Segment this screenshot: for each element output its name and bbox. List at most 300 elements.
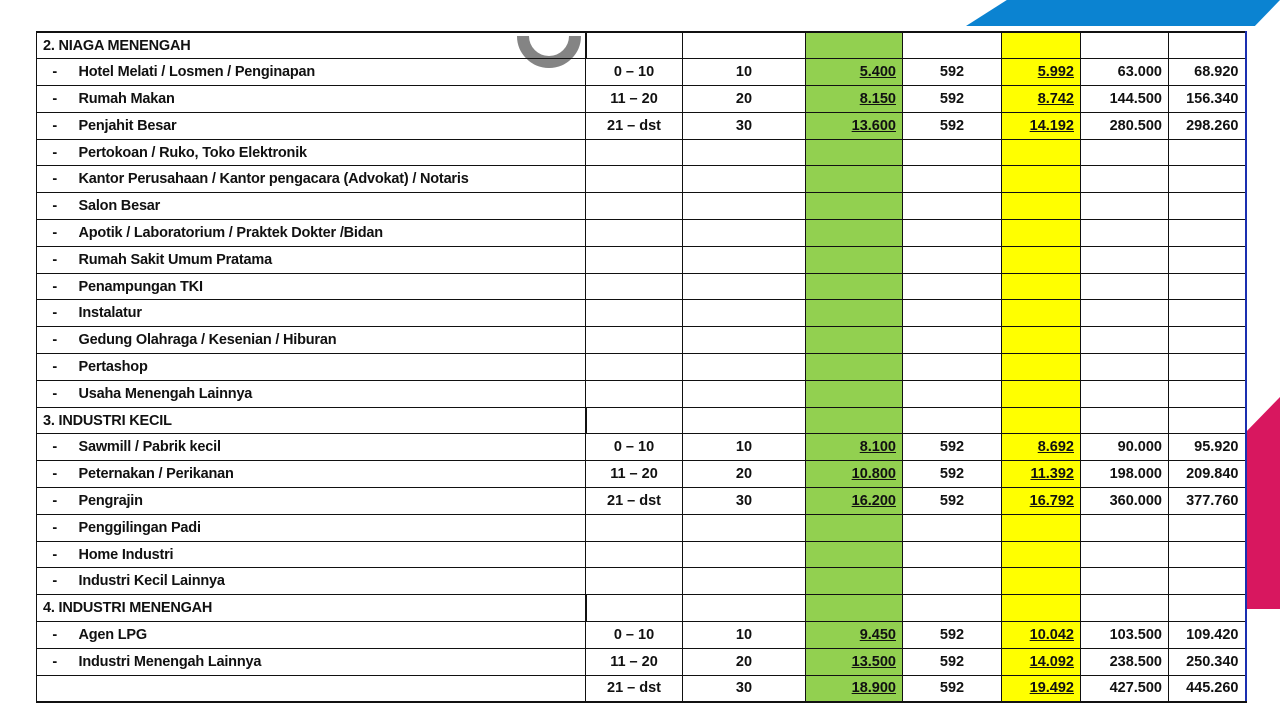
cell-adm [903,112,1002,139]
row-name [73,461,586,488]
cell-yellow [1002,112,1081,139]
row-name [73,300,586,327]
cell-yellow [1002,407,1081,434]
cell-v2-text: 109.420 [1186,626,1239,643]
cell-v1 [1081,354,1169,381]
cell-yellow [1002,380,1081,407]
cell-v1 [1081,273,1169,300]
cell-green [806,488,903,515]
cell-v1 [1081,514,1169,541]
row-dash-text: - [52,653,58,670]
cell-v2 [1169,220,1246,247]
cell-green [806,675,903,702]
cell-range [586,300,683,327]
table-row [37,59,1246,86]
cell-v1 [1081,434,1169,461]
row-dash-text: - [52,466,58,483]
row-name [73,246,586,273]
cell-range [586,488,683,515]
cell-green [806,220,903,247]
cell-qty [683,488,806,515]
cell-v2 [1169,488,1246,515]
row-dash-text: - [52,439,58,456]
table-row [37,86,1246,113]
table-row [37,675,1246,702]
cell-green-text: 18.900 [851,680,896,697]
section-title-text: 2. NIAGA MENENGAH [43,37,191,54]
cell-adm [903,86,1002,113]
cell-adm [903,675,1002,702]
row-name [73,541,586,568]
row-dash [37,461,73,488]
cell-qty [683,327,806,354]
cell-adm [903,246,1002,273]
cell-green [806,246,903,273]
row-dash-text: - [52,251,58,268]
cell-range-text: 11 – 20 [610,653,658,670]
cell-v2 [1169,139,1246,166]
row-dash-text: - [52,492,58,509]
cell-range [586,675,683,702]
section-header-row [37,595,1246,622]
cell-qty [683,166,806,193]
cell-range-text: 21 – dst [607,680,661,697]
row-dash [37,246,73,273]
cell-range [586,595,683,622]
cell-v2-text: 209.840 [1186,466,1239,483]
cell-qty-text: 20 [735,466,753,483]
row-name-text: Penggilingan Padi [78,519,201,536]
section-title-text: 4. INDUSTRI MENENGAH [43,600,213,617]
cell-range-text: 11 – 20 [610,90,658,107]
cell-v1 [1081,166,1169,193]
cell-green [806,380,903,407]
cell-qty-text: 30 [735,680,753,697]
cell-green [806,622,903,649]
cell-range [586,354,683,381]
cell-range [586,327,683,354]
cell-v2-text: 68.920 [1194,64,1239,81]
table-row [37,246,1246,273]
cell-v2 [1169,622,1246,649]
cell-adm-text: 592 [939,90,965,107]
cell-v1-text: 280.500 [1109,117,1162,134]
cell-v2 [1169,86,1246,113]
cell-v2-text: 250.340 [1186,653,1239,670]
table-row [37,461,1246,488]
cell-qty-text: 30 [735,492,753,509]
table-row [37,327,1246,354]
section-header-row [37,32,1246,59]
cell-adm-text: 592 [939,117,965,134]
cell-yellow [1002,568,1081,595]
row-dash [37,166,73,193]
cell-adm [903,193,1002,220]
cell-v2 [1169,32,1246,59]
cell-adm [903,220,1002,247]
row-dash-text: - [52,171,58,188]
cell-range [586,541,683,568]
row-name-text: Kantor Perusahaan / Kantor pengacara (Advokat) / Notaris [78,171,469,188]
row-name [73,112,586,139]
row-dash-text: - [52,385,58,402]
cell-qty-text: 20 [735,90,753,107]
cell-v1 [1081,595,1169,622]
cell-qty-text: 10 [735,64,753,81]
cell-yellow-text: 14.092 [1029,653,1074,670]
row-dash [37,434,73,461]
table-row [37,166,1246,193]
cell-green [806,434,903,461]
row-name [73,166,586,193]
row-dash-text: - [52,224,58,241]
cell-adm [903,568,1002,595]
cell-yellow-text: 5.992 [1037,64,1074,81]
cell-green-text: 8.100 [859,439,896,456]
cell-range [586,514,683,541]
table-row [37,220,1246,247]
cell-adm [903,273,1002,300]
row-dash-text: - [52,305,58,322]
cell-adm [903,434,1002,461]
row-dash [37,648,73,675]
row-name [73,139,586,166]
row-dash-text: - [52,198,58,215]
cell-v2 [1169,434,1246,461]
cell-qty [683,675,806,702]
cell-range-text: 0 – 10 [613,626,655,643]
section-title [37,407,586,434]
row-name [73,514,586,541]
cell-adm-text: 592 [939,626,965,643]
cell-v1 [1081,246,1169,273]
cell-range [586,407,683,434]
row-name-text: Gedung Olahraga / Kesenian / Hiburan [78,332,337,349]
cell-qty [683,300,806,327]
cell-green [806,112,903,139]
row-dash [37,488,73,515]
cell-green [806,648,903,675]
row-dash-text: - [52,573,58,590]
row-name-text: Rumah Sakit Umum Pratama [78,251,272,268]
cell-yellow [1002,59,1081,86]
row-name [73,434,586,461]
cell-v2 [1169,273,1246,300]
row-dash [37,327,73,354]
row-dash [37,59,73,86]
row-dash [37,112,73,139]
table-row [37,112,1246,139]
cell-range [586,32,683,59]
decorative-blue-banner [966,0,1280,26]
cell-v1 [1081,220,1169,247]
cell-adm [903,541,1002,568]
row-dash [37,220,73,247]
cell-v2-text: 156.340 [1186,90,1239,107]
row-dash-text: - [52,278,58,295]
cell-qty [683,541,806,568]
cell-v2 [1169,675,1246,702]
cell-adm [903,514,1002,541]
table-row [37,622,1246,649]
tariff-table [36,31,1247,703]
row-name [73,622,586,649]
cell-v1 [1081,112,1169,139]
cell-yellow [1002,541,1081,568]
cell-range [586,273,683,300]
row-dash [37,139,73,166]
cell-yellow-text: 19.492 [1029,680,1074,697]
cell-green [806,273,903,300]
row-dash-text: - [52,519,58,536]
cell-v1-text: 198.000 [1109,466,1162,483]
cell-qty [683,514,806,541]
cell-range [586,568,683,595]
row-dash [37,675,73,702]
cell-qty [683,273,806,300]
cell-range-text: 11 – 20 [610,466,658,483]
row-dash-text: - [52,546,58,563]
cell-range [586,622,683,649]
cell-v1 [1081,461,1169,488]
cell-yellow [1002,488,1081,515]
cell-yellow [1002,622,1081,649]
row-name-text: Hotel Melati / Losmen / Penginapan [78,64,316,81]
section-title [37,595,586,622]
cell-qty [683,32,806,59]
cell-qty-text: 20 [735,653,753,670]
cell-v2 [1169,380,1246,407]
cell-adm-text: 592 [939,64,965,81]
row-dash [37,86,73,113]
row-name-text: Rumah Makan [78,90,175,107]
cell-v2 [1169,514,1246,541]
cell-v2 [1169,354,1246,381]
table-row [37,380,1246,407]
cell-v1-text: 144.500 [1109,90,1162,107]
row-dash [37,514,73,541]
row-dash-text: - [52,144,58,161]
cell-v2 [1169,648,1246,675]
row-name [73,86,586,113]
cell-yellow [1002,139,1081,166]
cell-adm-text: 592 [939,492,965,509]
row-dash-text: - [52,332,58,349]
cell-range [586,246,683,273]
cell-v1 [1081,32,1169,59]
cell-v1 [1081,139,1169,166]
row-name-text: Penampungan TKI [78,278,203,295]
cell-qty [683,568,806,595]
cell-green-text: 13.500 [851,653,896,670]
cell-qty [683,380,806,407]
cell-range [586,461,683,488]
cell-qty-text: 10 [735,626,753,643]
cell-adm [903,139,1002,166]
cell-v2-text: 95.920 [1194,439,1239,456]
cell-v2-text: 298.260 [1186,117,1239,134]
decorative-pink-tab [1247,397,1280,609]
cell-green [806,139,903,166]
cell-green-text: 5.400 [859,64,896,81]
section-title [37,32,586,59]
cell-adm [903,595,1002,622]
cell-green [806,327,903,354]
cell-adm [903,300,1002,327]
row-dash-text: - [52,117,58,134]
table-row [37,648,1246,675]
cell-green-text: 9.450 [859,626,896,643]
row-dash [37,300,73,327]
cell-v1 [1081,541,1169,568]
cell-green [806,568,903,595]
cell-v1-text: 427.500 [1109,680,1162,697]
row-name-text: Penjahit Besar [78,117,177,134]
cell-green [806,193,903,220]
cell-v1 [1081,622,1169,649]
cell-v2 [1169,193,1246,220]
cell-adm [903,648,1002,675]
cell-v1-text: 63.000 [1117,64,1162,81]
cell-v2 [1169,595,1246,622]
cell-v2 [1169,300,1246,327]
cell-range [586,193,683,220]
cell-adm [903,59,1002,86]
row-name-text: Usaha Menengah Lainnya [78,385,253,402]
cell-v1 [1081,380,1169,407]
cell-v1 [1081,488,1169,515]
cell-qty [683,354,806,381]
cell-range [586,220,683,247]
cell-range [586,139,683,166]
row-dash-text: - [52,64,58,81]
cell-range [586,648,683,675]
table-row [37,273,1246,300]
cell-range [586,166,683,193]
cell-v2 [1169,246,1246,273]
cell-yellow [1002,246,1081,273]
cell-v1 [1081,59,1169,86]
row-name-text: Sawmill / Pabrik kecil [78,439,221,456]
cell-adm-text: 592 [939,680,965,697]
cell-range-text: 21 – dst [607,492,661,509]
cell-yellow-text: 8.742 [1037,90,1074,107]
cell-v2 [1169,166,1246,193]
cell-green-text: 8.150 [859,90,896,107]
cell-yellow [1002,300,1081,327]
section-title-text: 3. INDUSTRI KECIL [43,412,172,429]
row-name-text: Industri Menengah Lainnya [78,653,262,670]
row-name-text: Apotik / Laboratorium / Praktek Dokter /Bidan [78,224,383,241]
row-name-text: Pertashop [78,358,148,375]
cell-v2-text: 377.760 [1186,492,1239,509]
cell-v1-text: 238.500 [1109,653,1162,670]
cell-range [586,86,683,113]
row-name [73,675,586,702]
table-row [37,541,1246,568]
cell-qty-text: 10 [735,439,753,456]
row-dash [37,622,73,649]
cell-v2-text: 445.260 [1186,680,1239,697]
row-name-text: Peternakan / Perikanan [78,466,234,483]
cell-v1-text: 103.500 [1109,626,1162,643]
cell-range [586,380,683,407]
section-header-row [37,407,1246,434]
row-dash-text: - [52,358,58,375]
row-name-text: Industri Kecil Lainnya [78,573,225,590]
row-dash [37,273,73,300]
cell-v1 [1081,568,1169,595]
table-row [37,434,1246,461]
row-name-text: Pertokoan / Ruko, Toko Elektronik [78,144,307,161]
cell-v1 [1081,86,1169,113]
cell-qty [683,220,806,247]
cell-v1 [1081,327,1169,354]
cell-qty [683,648,806,675]
row-name [73,354,586,381]
cell-yellow [1002,434,1081,461]
cell-v2 [1169,59,1246,86]
table-row [37,300,1246,327]
cell-v1-text: 360.000 [1109,492,1162,509]
cell-v1 [1081,675,1169,702]
cell-green [806,595,903,622]
cell-v2 [1169,461,1246,488]
cell-green-text: 10.800 [851,466,896,483]
cell-yellow [1002,461,1081,488]
cell-adm-text: 592 [939,653,965,670]
cell-green [806,300,903,327]
row-dash-text: - [52,90,58,107]
row-dash [37,354,73,381]
table-row [37,139,1246,166]
cell-adm-text: 592 [939,466,965,483]
cell-adm [903,380,1002,407]
cell-qty [683,595,806,622]
cell-yellow-text: 14.192 [1029,117,1074,134]
cell-adm [903,327,1002,354]
row-name-text: Salon Besar [78,198,161,215]
cell-green [806,407,903,434]
cell-range [586,434,683,461]
cell-green [806,166,903,193]
row-name [73,193,586,220]
cell-qty [683,461,806,488]
cell-qty [683,246,806,273]
cell-adm [903,166,1002,193]
row-name-text: Pengrajin [78,492,143,509]
row-name [73,59,586,86]
row-name [73,220,586,247]
cell-qty [683,193,806,220]
row-name-text: Home Industri [78,546,174,563]
cell-qty [683,112,806,139]
cell-green [806,514,903,541]
cell-green-text: 13.600 [851,117,896,134]
cell-yellow [1002,273,1081,300]
table-row [37,568,1246,595]
cell-adm [903,32,1002,59]
cell-green [806,86,903,113]
cell-range-text: 0 – 10 [613,439,655,456]
cell-adm [903,407,1002,434]
cell-qty [683,86,806,113]
cell-v2 [1169,407,1246,434]
row-name [73,488,586,515]
row-name-text: Instalatur [78,305,142,322]
cell-yellow-text: 10.042 [1029,626,1074,643]
cell-yellow [1002,32,1081,59]
